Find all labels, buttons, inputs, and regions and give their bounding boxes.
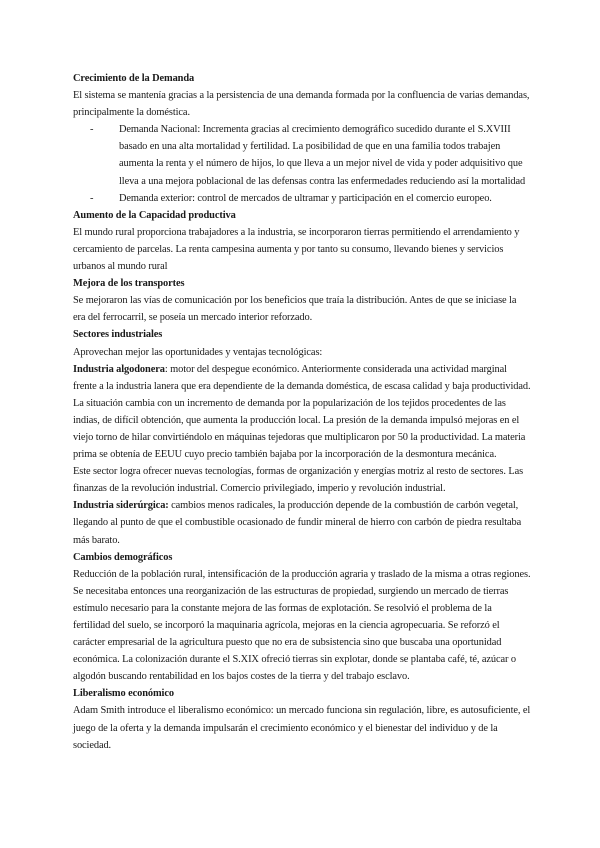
bullet-text: Demanda exterior: control de mercados de ultramar y participación en el comercio europeo. xyxy=(119,192,492,204)
heading-transportes: Mejora de los transportes xyxy=(73,278,185,290)
list-item xyxy=(73,121,531,189)
heading-sectores-industriales: Sectores industriales xyxy=(73,329,163,341)
text-siderurgica: cambios menos radicales, la producción depende de la combustión de carbón vegetal, llegando al punto de que el combustible ocasionado de fundir mineral de hierro con carbón de piedra resultaba más barato. xyxy=(73,500,522,546)
document-page xyxy=(73,70,531,754)
heading-crecimiento-demanda: Crecimiento de la Demanda xyxy=(73,73,195,84)
bullet-text: Demanda Nacional: Incrementa gracias al crecimiento demográfico sucedido durante el S.XVIII basado en una alta mortalidad y fertilidad. La posibilidad de que en una familia todos trabajen aumenta la renta y el número de hijos, lo que lleva a un mejor nivel de vida y poder adquisitivo que lleva a una mejora poblacional de las defensas contra las enfermedades reduciendo así la mortalidad xyxy=(119,124,526,187)
bullet-dash: - xyxy=(90,124,94,136)
paragraph-capacidad: El mundo rural proporciona trabajadores a la industria, se incorporaron tierras permitiendo el arrendamiento y cercamiento de parcelas. La renta campesina aumenta y por tanto su consumo, llevando bienes y servicios urbanos al mundo rural xyxy=(73,226,520,273)
paragraph-liberalismo: Adam Smith introduce el liberalismo económico: un mercado funciona sin regulación, libre, es autosuficiente, el juego de la oferta y la demanda impulsarán el crecimiento económico y el bienestar del individuo y de la sociedad. xyxy=(73,705,531,751)
heading-capacidad-productiva: Aumento de la Capacidad productiva xyxy=(73,209,236,221)
paragraph-demograficos: Reducción de la población rural, intensificación de la producción agraria y traslado de la misma a otras regiones. Se necesitaba entonces una reorganización de las estructuras de propiedad, surgiendo un mercado de tierras estímulo necesario para la constante mejora de las formas de explotación. Se resolvió el problema de la fertilidad del suelo, se incorporó la maquinaria agrícola, mejoras en la ciencia agropecuaria. Se reforzó el carácter empresarial de la agricultura puesto que no era de subsistencia sino que buscaba una oportunidad económica. La colonización durante el S.XIX ofreció tierras sin explotar, donde se plantaba café, té, azúcar o algodón buscando rentabilidad en los bajos costes de la tierra y del trabajo esclavo. xyxy=(73,568,531,683)
list-item xyxy=(73,190,531,207)
paragraph-algodonera xyxy=(73,361,531,464)
paragraph-demanda-intro: El sistema se mantenía gracias a la persistencia de una demanda formada por la confluencia de varias demandas, principalmente la doméstica. xyxy=(73,90,530,119)
paragraph-siderurgica xyxy=(73,497,531,548)
label-algodonera: Industria algodonera xyxy=(73,363,165,375)
heading-cambios-demograficos: Cambios demográficos xyxy=(73,551,173,563)
paragraph-sectores-intro: Aprovechan mejor las oportunidades y ventajas tecnológicas: xyxy=(73,346,323,358)
demanda-bullet-list xyxy=(73,121,531,206)
paragraph-sectores-note: Este sector logra ofrecer nuevas tecnologías, formas de organización y energías motriz al resto de sectores. Las finanzas de la revolución industrial. Comercio privilegiado, imperio y revolución industrial. xyxy=(73,466,524,495)
heading-liberalismo: Liberalismo económico xyxy=(73,688,174,700)
bullet-dash: - xyxy=(90,192,94,204)
label-siderurgica: Industria siderúrgica: xyxy=(73,500,169,512)
text-algodonera: : motor del despegue económico. Anteriormente considerada una actividad marginal frente a la industria lanera que era dependiente de la demanda doméstica, de escasa calidad y baja productividad. La situación cambia con un incremento de demanda por la popularización de los tejidos procedentes de las indias, de difícil obtención, que aumenta la producción local. La presión de la demanda impulsó mejoras en el viejo torno de hilar convirtiéndolo en máquinas tejedoras que multiplicaron por 50 la productividad. La materia prima se obtenía de EEUU cuyo precio también bajaba por la incorporación de la desmontura mecánica. xyxy=(73,363,531,461)
paragraph-transportes: Se mejoraron las vías de comunicación por los beneficios que traía la distribución. Antes de que se iniciase la era del ferrocarril, se poseía un mercado interior reforzado. xyxy=(73,295,517,324)
